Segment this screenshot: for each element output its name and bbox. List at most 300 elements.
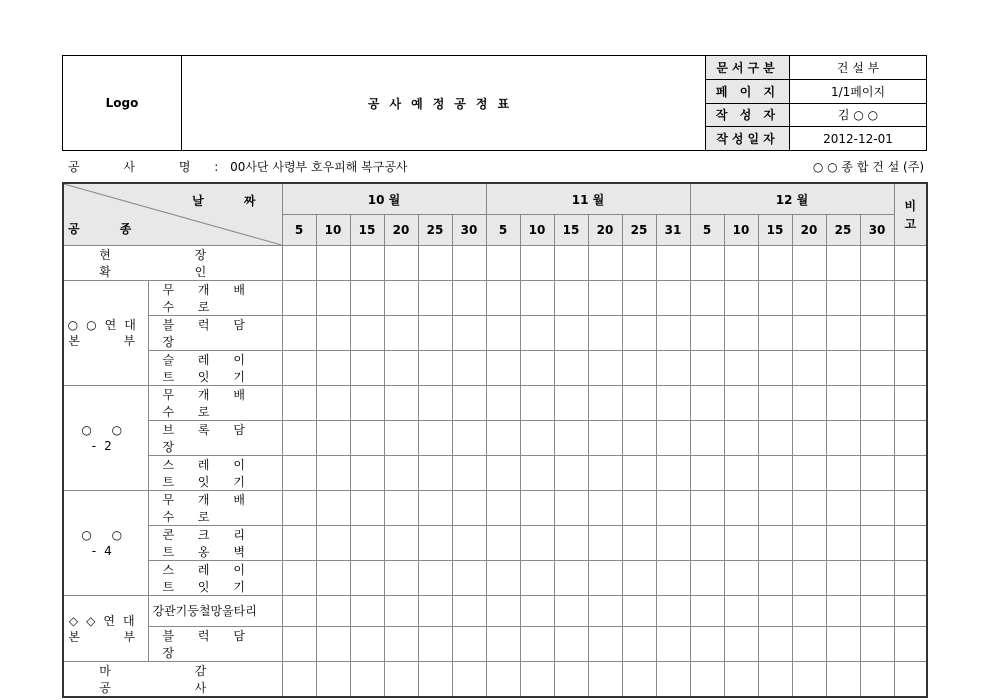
schedule-cell [350, 386, 384, 421]
date-axis-label: 날 짜 [192, 194, 274, 208]
table-row [63, 627, 927, 662]
day-header: 15 [350, 215, 384, 246]
schedule-cell [656, 351, 690, 386]
schedule-cell [350, 662, 384, 698]
row-label: 무 개 배 수 로 [148, 281, 282, 316]
doc-type-value: 건 설 부 [790, 56, 927, 80]
schedule-cell [316, 246, 350, 281]
schedule-cell [350, 316, 384, 351]
schedule-cell [452, 316, 486, 351]
schedule-cell [690, 662, 724, 698]
remark-cell [894, 627, 927, 662]
row-label: 콘 크 리 트 옹 벽 [148, 526, 282, 561]
schedule-cell [384, 491, 418, 526]
group-label: ◇◇연대 본 부 [63, 596, 148, 662]
schedule-cell [758, 281, 792, 316]
table-row [63, 596, 927, 627]
schedule-cell [384, 386, 418, 421]
schedule-cell [452, 281, 486, 316]
table-row [63, 316, 927, 351]
schedule-cell [520, 491, 554, 526]
remark-cell [894, 456, 927, 491]
schedule-cell [384, 662, 418, 698]
schedule-cell [418, 561, 452, 596]
row-label-finishing: 마 감 공 사 [63, 662, 282, 698]
remark-cell [894, 662, 927, 698]
schedule-cell [724, 596, 758, 627]
schedule-cell [486, 561, 520, 596]
schedule-cell [792, 491, 826, 526]
schedule-cell [282, 421, 316, 456]
company-name: ○ ○ 종 합 건 설 (주) [812, 160, 924, 174]
remark-cell [894, 596, 927, 627]
schedule-cell [860, 627, 894, 662]
table-row [63, 246, 927, 281]
schedule-cell [724, 627, 758, 662]
schedule-cell [316, 316, 350, 351]
schedule-cell [520, 386, 554, 421]
schedule-cell [656, 526, 690, 561]
schedule-cell [860, 456, 894, 491]
diagonal-header-cell [63, 183, 282, 246]
schedule-cell [282, 456, 316, 491]
schedule-cell [554, 421, 588, 456]
schedule-cell [384, 526, 418, 561]
schedule-cell [826, 526, 860, 561]
schedule-cell [486, 316, 520, 351]
schedule-cell [486, 627, 520, 662]
schedule-cell [350, 526, 384, 561]
schedule-cell [758, 561, 792, 596]
schedule-cell [282, 281, 316, 316]
schedule-cell [588, 662, 622, 698]
schedule-cell [418, 662, 452, 698]
schedule-cell [384, 561, 418, 596]
schedule-cell [554, 386, 588, 421]
day-header: 25 [418, 215, 452, 246]
schedule-cell [452, 596, 486, 627]
schedule-cell [656, 421, 690, 456]
schedule-cell [282, 662, 316, 698]
schedule-cell [452, 526, 486, 561]
day-header: 5 [486, 215, 520, 246]
remark-cell [894, 526, 927, 561]
schedule-cell [588, 627, 622, 662]
schedule-cell [554, 491, 588, 526]
schedule-cell [656, 662, 690, 698]
remark-cell [894, 316, 927, 351]
schedule-cell [350, 491, 384, 526]
schedule-cell [860, 596, 894, 627]
day-header: 30 [452, 215, 486, 246]
schedule-cell [554, 456, 588, 491]
schedule-cell [316, 561, 350, 596]
schedule-cell [520, 246, 554, 281]
schedule-cell [690, 491, 724, 526]
schedule-cell [350, 456, 384, 491]
table-row [63, 491, 927, 526]
document-header [62, 55, 927, 151]
remark-header: 비 고 [894, 183, 927, 246]
schedule-cell [826, 421, 860, 456]
schedule-cell [622, 526, 656, 561]
schedule-cell [690, 456, 724, 491]
schedule-cell [724, 351, 758, 386]
schedule-table [62, 182, 928, 698]
schedule-cell [384, 421, 418, 456]
schedule-cell [486, 386, 520, 421]
remark-cell [894, 351, 927, 386]
schedule-cell [384, 351, 418, 386]
schedule-cell [622, 561, 656, 596]
day-header: 15 [758, 215, 792, 246]
row-label: 스 레 이 트 잇 기 [148, 561, 282, 596]
schedule-cell [520, 561, 554, 596]
schedule-cell [452, 662, 486, 698]
schedule-cell [622, 627, 656, 662]
month-header-oct: 10 월 [282, 183, 486, 215]
date-label: 작성일자 [706, 127, 790, 151]
schedule-cell [588, 561, 622, 596]
table-row [63, 386, 927, 421]
schedule-cell [418, 596, 452, 627]
table-row [63, 456, 927, 491]
schedule-cell [282, 561, 316, 596]
remark-cell [894, 246, 927, 281]
schedule-cell [452, 386, 486, 421]
schedule-cell [622, 316, 656, 351]
schedule-cell [554, 281, 588, 316]
schedule-cell [860, 421, 894, 456]
schedule-cell [350, 421, 384, 456]
row-label: 무 개 배 수 로 [148, 491, 282, 526]
schedule-cell [758, 627, 792, 662]
project-label: 공 사 명 [68, 160, 211, 174]
page-label: 페 이 지 [706, 79, 790, 103]
day-header: 5 [690, 215, 724, 246]
schedule-cell [384, 627, 418, 662]
schedule-cell [622, 281, 656, 316]
schedule-cell [826, 316, 860, 351]
schedule-cell [486, 351, 520, 386]
schedule-cell [690, 316, 724, 351]
logo: Logo [63, 56, 182, 151]
day-header: 25 [622, 215, 656, 246]
schedule-cell [724, 246, 758, 281]
day-header: 20 [384, 215, 418, 246]
day-header: 31 [656, 215, 690, 246]
schedule-cell [656, 491, 690, 526]
day-header: 20 [792, 215, 826, 246]
schedule-cell [520, 316, 554, 351]
author-label: 작 성 자 [706, 103, 790, 127]
schedule-cell [350, 281, 384, 316]
schedule-cell [622, 596, 656, 627]
schedule-cell [792, 246, 826, 281]
schedule-cell [486, 526, 520, 561]
schedule-cell [588, 491, 622, 526]
schedule-cell [588, 246, 622, 281]
schedule-cell [520, 662, 554, 698]
schedule-cell [826, 456, 860, 491]
schedule-cell [690, 351, 724, 386]
schedule-cell [860, 526, 894, 561]
schedule-cell [622, 456, 656, 491]
schedule-cell [588, 456, 622, 491]
schedule-cell [826, 561, 860, 596]
schedule-cell [316, 386, 350, 421]
schedule-cell [826, 246, 860, 281]
schedule-cell [520, 596, 554, 627]
schedule-cell [486, 281, 520, 316]
schedule-cell [860, 316, 894, 351]
schedule-cell [758, 421, 792, 456]
schedule-cell [520, 281, 554, 316]
schedule-cell [554, 662, 588, 698]
project-name: 00사단 사령부 호우피해 복구공사 [230, 160, 408, 174]
schedule-cell [656, 281, 690, 316]
schedule-cell [520, 526, 554, 561]
table-row [63, 561, 927, 596]
schedule-cell [860, 386, 894, 421]
schedule-cell [554, 246, 588, 281]
schedule-cell [588, 526, 622, 561]
schedule-cell [724, 662, 758, 698]
schedule-cell [588, 316, 622, 351]
schedule-cell [316, 662, 350, 698]
row-label: 블 럭 담 장 [148, 316, 282, 351]
page-value: 1/1페이지 [790, 79, 927, 103]
schedule-cell [758, 316, 792, 351]
day-header: 20 [588, 215, 622, 246]
schedule-cell [656, 596, 690, 627]
schedule-cell [282, 386, 316, 421]
schedule-cell [384, 596, 418, 627]
schedule-cell [826, 491, 860, 526]
schedule-cell [622, 491, 656, 526]
schedule-cell [384, 246, 418, 281]
schedule-cell [690, 596, 724, 627]
schedule-cell [452, 421, 486, 456]
schedule-cell [792, 316, 826, 351]
schedule-cell [792, 526, 826, 561]
schedule-cell [418, 351, 452, 386]
schedule-cell [758, 491, 792, 526]
schedule-cell [690, 386, 724, 421]
schedule-cell [282, 627, 316, 662]
month-header-nov: 11 월 [486, 183, 690, 215]
schedule-cell [554, 596, 588, 627]
group-label: ○ ○ -2 [63, 386, 148, 491]
remark-cell [894, 561, 927, 596]
schedule-cell [792, 351, 826, 386]
day-header: 5 [282, 215, 316, 246]
schedule-cell [860, 351, 894, 386]
schedule-cell [486, 421, 520, 456]
schedule-cell [792, 421, 826, 456]
schedule-cell [758, 246, 792, 281]
schedule-cell [622, 662, 656, 698]
project-name-line [68, 158, 408, 175]
table-row [63, 526, 927, 561]
schedule-cell [486, 491, 520, 526]
schedule-cell [418, 281, 452, 316]
schedule-cell [826, 281, 860, 316]
schedule-cell [418, 316, 452, 351]
remark-cell [894, 281, 927, 316]
schedule-cell [418, 456, 452, 491]
row-label: 강관기둥철망울타리 [148, 596, 282, 627]
schedule-cell [316, 281, 350, 316]
schedule-cell [282, 351, 316, 386]
schedule-cell [724, 526, 758, 561]
schedule-cell [520, 351, 554, 386]
schedule-cell [656, 561, 690, 596]
row-label-site-check: 현 장 확 인 [63, 246, 282, 281]
schedule-cell [758, 526, 792, 561]
schedule-cell [656, 316, 690, 351]
schedule-cell [656, 246, 690, 281]
schedule-cell [520, 456, 554, 491]
remark-cell [894, 421, 927, 456]
date-value: 2012-12-01 [790, 127, 927, 151]
table-row [63, 281, 927, 316]
schedule-cell [418, 421, 452, 456]
schedule-cell [282, 316, 316, 351]
schedule-cell [486, 456, 520, 491]
table-row [63, 351, 927, 386]
schedule-cell [724, 491, 758, 526]
day-header: 10 [520, 215, 554, 246]
day-header: 10 [724, 215, 758, 246]
schedule-cell [316, 351, 350, 386]
schedule-cell [452, 351, 486, 386]
schedule-cell [316, 627, 350, 662]
schedule-cell [452, 246, 486, 281]
schedule-cell [554, 627, 588, 662]
schedule-cell [792, 596, 826, 627]
author-value: 김 ○ ○ [790, 103, 927, 127]
schedule-cell [316, 456, 350, 491]
schedule-cell [554, 316, 588, 351]
schedule-cell [860, 561, 894, 596]
schedule-cell [860, 281, 894, 316]
schedule-cell [860, 491, 894, 526]
schedule-cell [350, 561, 384, 596]
group-label: ○ ○ -4 [63, 491, 148, 596]
table-row [63, 421, 927, 456]
schedule-cell [384, 456, 418, 491]
schedule-cell [826, 662, 860, 698]
schedule-cell [656, 386, 690, 421]
schedule-cell [418, 386, 452, 421]
schedule-cell [724, 561, 758, 596]
table-row [63, 662, 927, 698]
schedule-cell [826, 596, 860, 627]
remark-cell [894, 386, 927, 421]
schedule-cell [826, 351, 860, 386]
group-label: ○○연대 본 부 [63, 281, 148, 386]
schedule-cell [520, 421, 554, 456]
schedule-cell [792, 627, 826, 662]
schedule-cell [690, 561, 724, 596]
schedule-cell [554, 561, 588, 596]
schedule-cell [418, 627, 452, 662]
row-label: 슬 레 이 트 잇 기 [148, 351, 282, 386]
schedule-cell [350, 627, 384, 662]
schedule-cell [656, 627, 690, 662]
schedule-cell [316, 491, 350, 526]
row-label: 스 레 이 트 잇 기 [148, 456, 282, 491]
schedule-cell [588, 386, 622, 421]
schedule-cell [690, 627, 724, 662]
row-label: 브 록 담 장 [148, 421, 282, 456]
schedule-cell [588, 281, 622, 316]
schedule-cell [316, 421, 350, 456]
schedule-cell [826, 627, 860, 662]
schedule-cell [316, 526, 350, 561]
schedule-cell [554, 526, 588, 561]
schedule-cell [588, 351, 622, 386]
schedule-cell [588, 596, 622, 627]
schedule-cell [826, 386, 860, 421]
schedule-cell [282, 491, 316, 526]
schedule-cell [282, 246, 316, 281]
day-header: 15 [554, 215, 588, 246]
remark-cell [894, 491, 927, 526]
schedule-cell [724, 386, 758, 421]
schedule-cell [452, 561, 486, 596]
schedule-cell [452, 456, 486, 491]
schedule-cell [452, 491, 486, 526]
schedule-cell [656, 456, 690, 491]
schedule-cell [758, 386, 792, 421]
schedule-cell [724, 281, 758, 316]
schedule-cell [350, 351, 384, 386]
page-title: 공사예정공정표 [182, 56, 706, 151]
schedule-cell [622, 351, 656, 386]
schedule-cell [520, 627, 554, 662]
schedule-cell [350, 246, 384, 281]
schedule-cell [690, 421, 724, 456]
schedule-cell [758, 662, 792, 698]
schedule-cell [316, 596, 350, 627]
schedule-cell [418, 491, 452, 526]
schedule-cell [792, 561, 826, 596]
schedule-cell [418, 526, 452, 561]
row-label: 무 개 배 수 로 [148, 386, 282, 421]
schedule-cell [758, 456, 792, 491]
schedule-cell [350, 596, 384, 627]
schedule-cell [792, 281, 826, 316]
schedule-cell [724, 316, 758, 351]
day-header: 30 [860, 215, 894, 246]
doc-type-label: 문서구분 [706, 56, 790, 80]
schedule-cell [792, 386, 826, 421]
row-label: 블 럭 담 장 [148, 627, 282, 662]
schedule-cell [554, 351, 588, 386]
schedule-cell [690, 246, 724, 281]
schedule-cell [690, 281, 724, 316]
schedule-cell [622, 386, 656, 421]
schedule-cell [792, 456, 826, 491]
day-header: 10 [316, 215, 350, 246]
schedule-cell [452, 627, 486, 662]
month-header-dec: 12 월 [690, 183, 894, 215]
schedule-cell [758, 596, 792, 627]
schedule-cell [690, 526, 724, 561]
schedule-cell [724, 421, 758, 456]
